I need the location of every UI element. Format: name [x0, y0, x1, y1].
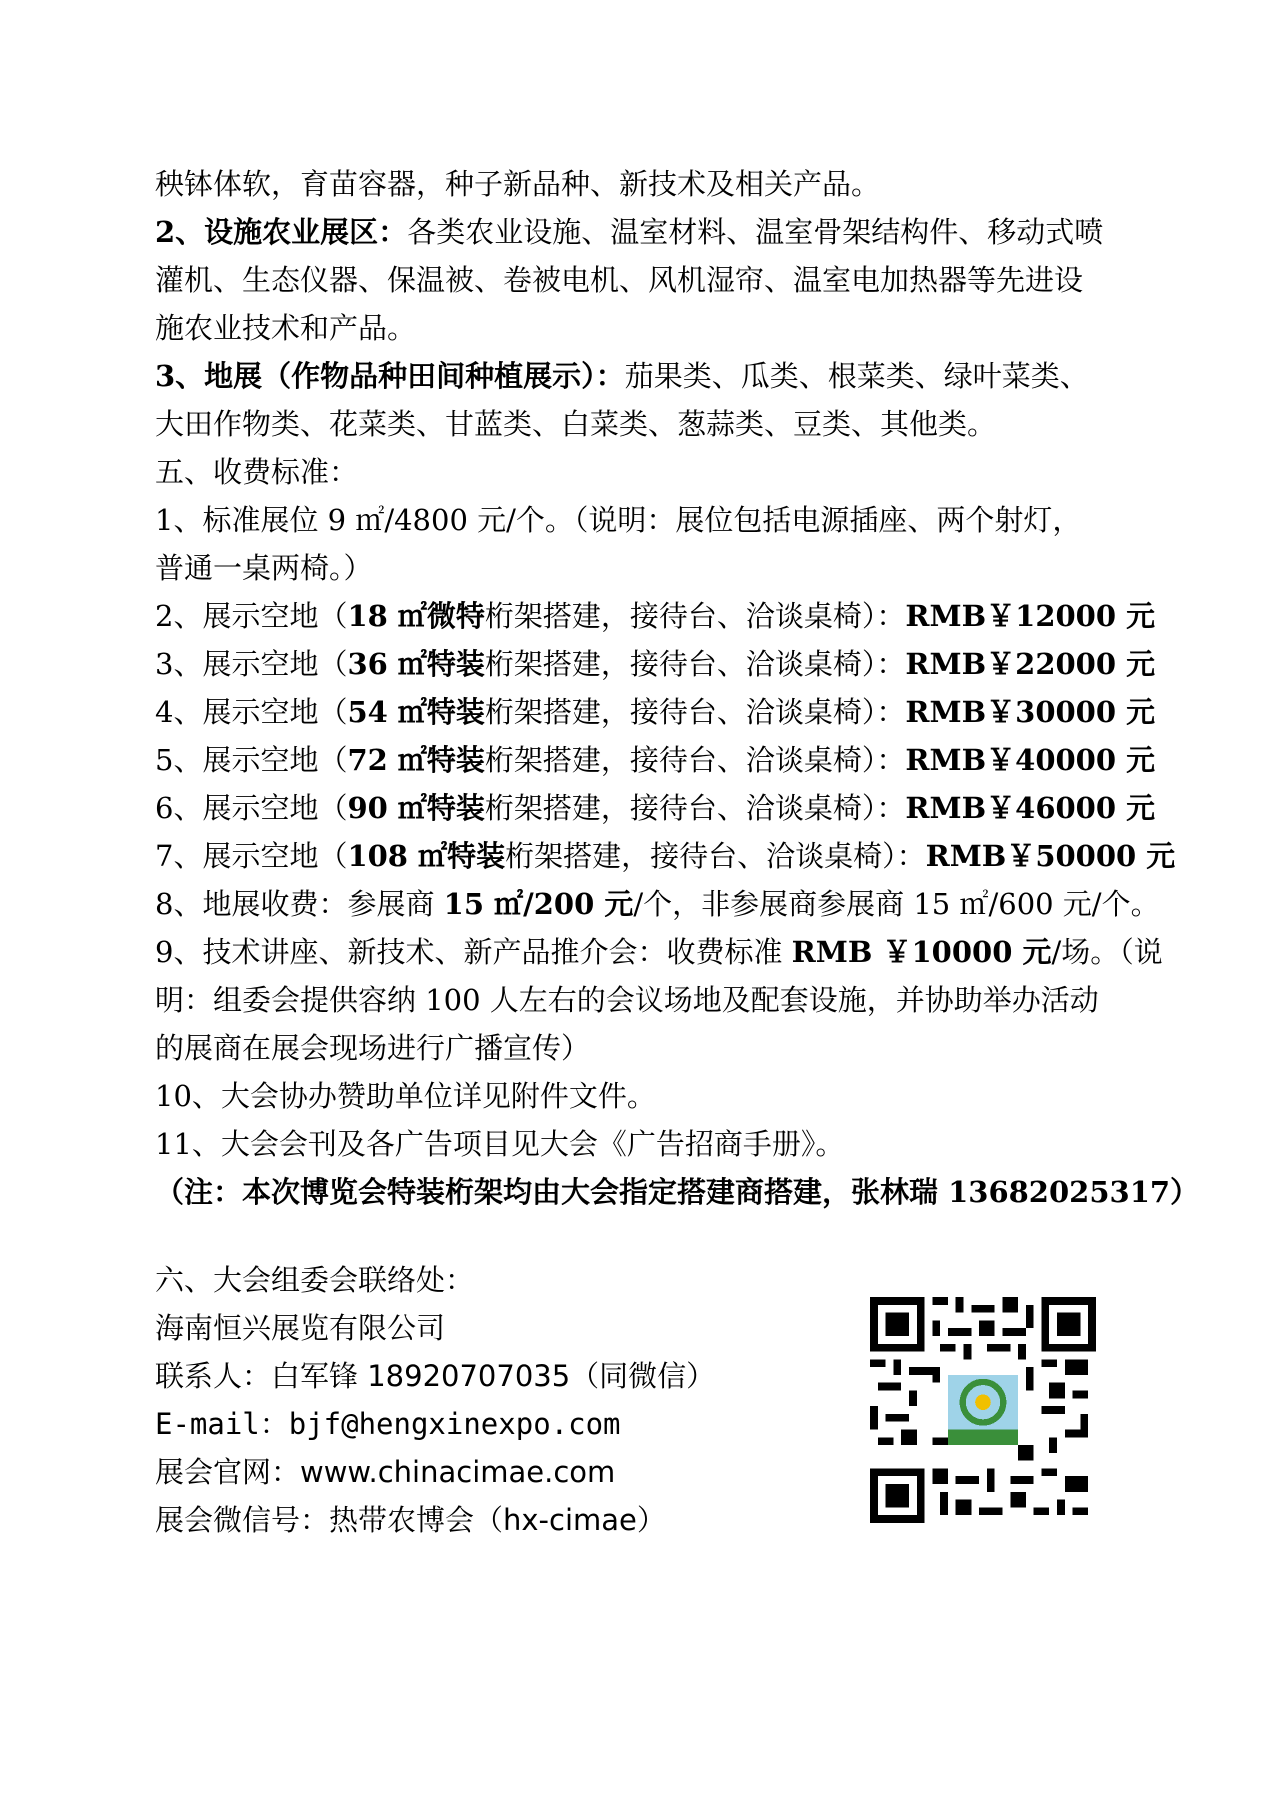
fee-8-prefix: 8、地展收费：参展商 — [155, 887, 444, 921]
fee-9-bold: RMB ￥10000 元 — [791, 935, 1052, 969]
zone3-text1: 茄果类、瓜类、根菜类、绿叶菜类、 — [624, 359, 1089, 393]
fee-8-suffix: /个，非参展商参展商 15 ㎡/600 元/个。 — [633, 887, 1160, 921]
fee-item — [155, 784, 1156, 832]
fee-prefix: 3、展示空地（ — [155, 647, 348, 681]
fee-price: RMB￥12000 元 — [905, 599, 1156, 633]
zone3-heading: 3、地展（作物品种田间种植展示）： — [155, 359, 625, 393]
fee-area: 18 ㎡微特 — [347, 599, 485, 633]
fee-desc: 桁架搭建，接待台、洽谈桌椅）： — [484, 695, 906, 729]
fee-9-prefix: 9、技术讲座、新技术、新产品推介会：收费标准 — [155, 935, 792, 969]
section4-tail: 秧钵体软，育苗容器，种子新品种、新技术及相关产品。 — [155, 167, 881, 201]
contact-website[interactable]: 展会官网：www.chinacimae.com — [155, 1455, 616, 1489]
zone3-line2: 大田作物类、花菜类、甘蓝类、白菜类、葱蒜类、豆类、其他类。 — [155, 407, 997, 441]
contact-company: 海南恒兴展览有限公司 — [155, 1311, 446, 1345]
fee-area: 36 ㎡特装 — [347, 647, 485, 681]
fee-desc: 桁架搭建，接待台、洽谈桌椅）： — [505, 839, 926, 873]
spacer — [155, 1216, 1140, 1256]
fee-price: RMB￥40000 元 — [905, 743, 1156, 777]
fee-item — [155, 592, 1156, 640]
fee-price: RMB￥46000 元 — [905, 791, 1156, 825]
contact-wechat: 展会微信号：热带农博会（hx-cimae） — [155, 1503, 666, 1537]
fee-9-line1 — [155, 928, 1163, 976]
fee-desc: 桁架搭建，接待台、洽谈桌椅）： — [484, 791, 906, 825]
contact-email[interactable]: E-mail：bjf@hengxinexpo.com — [155, 1407, 621, 1441]
fee-prefix: 7、展示空地（ — [155, 839, 348, 873]
fee-9-suffix: /场。（说 — [1051, 935, 1163, 969]
zone2-text1: 各类农业设施、温室材料、温室骨架结构件、移动式喷 — [407, 215, 1104, 249]
fee-8-bold: 15 ㎡/200 元 — [443, 887, 634, 921]
fee-area: 90 ㎡特装 — [347, 791, 485, 825]
fee-desc: 桁架搭建，接待台、洽谈桌椅）： — [484, 647, 906, 681]
zone3-line1 — [155, 352, 1140, 400]
fee-area: 108 ㎡特装 — [347, 839, 506, 873]
fee-area: 54 ㎡特装 — [347, 695, 485, 729]
fee-price: RMB￥50000 元 — [925, 839, 1176, 873]
zone2-line3: 施农业技术和产品。 — [155, 311, 417, 345]
fee-desc: 桁架搭建，接待台、洽谈桌椅）： — [484, 599, 906, 633]
fee-9-line3: 的展商在展会现场进行广播宣传） — [155, 1031, 591, 1065]
zone2-heading: 2、设施农业展区： — [155, 215, 408, 249]
zone2-line2: 灌机、生态仪器、保温被、卷被电机、风机湿帘、温室电加热器等先进设 — [155, 263, 1084, 297]
qr-code-icon — [870, 1297, 1096, 1523]
section5-title: 五、收费标准： — [155, 455, 359, 489]
fee-desc: 桁架搭建，接待台、洽谈桌椅）： — [484, 743, 906, 777]
contact-person: 联系人：白军锋 18920707035（同微信） — [155, 1359, 716, 1393]
fee-8 — [155, 880, 1160, 928]
fee-prefix: 5、展示空地（ — [155, 743, 348, 777]
fee-note: （注：本次博览会特装桁架均由大会指定搭建商搭建，张林瑞 13682025317） — [155, 1175, 1200, 1209]
contact-title: 六、大会组委会联络处： — [155, 1263, 475, 1297]
fee-item — [155, 832, 1176, 880]
zone2-line1 — [155, 208, 1140, 256]
fee-price: RMB￥22000 元 — [905, 647, 1156, 681]
fee-prefix: 4、展示空地（ — [155, 695, 348, 729]
fee-item — [155, 736, 1156, 784]
fee-1-line2: 普通一桌两椅。） — [155, 551, 373, 585]
fee-price: RMB￥30000 元 — [905, 695, 1156, 729]
fee-prefix: 6、展示空地（ — [155, 791, 348, 825]
fee-10: 10、大会协办赞助单位详见附件文件。 — [155, 1079, 656, 1113]
fee-11: 11、大会会刊及各广告项目见大会《广告招商手册》。 — [155, 1127, 845, 1161]
fee-9-line2: 明：组委会提供容纳 100 人左右的会议场地及配套设施，并协助举办活动 — [155, 983, 1099, 1017]
fee-prefix: 2、展示空地（ — [155, 599, 348, 633]
fee-1-line1: 1、标准展位 9 ㎡/4800 元/个。（说明：展位包括电源插座、两个射灯， — [155, 503, 1082, 537]
fee-area: 72 ㎡特装 — [347, 743, 485, 777]
fee-item — [155, 640, 1156, 688]
fee-item — [155, 688, 1156, 736]
